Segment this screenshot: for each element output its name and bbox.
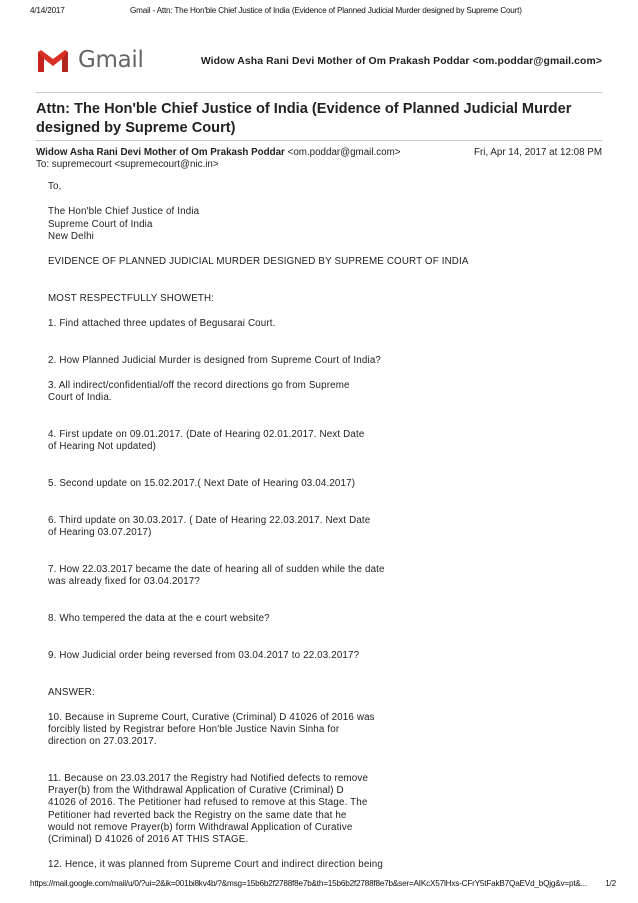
body-line: New Delhi — [48, 231, 94, 242]
body-line: 2. How Planned Judicial Murder is designed from Supreme Court of India? — [48, 355, 382, 366]
message-meta — [36, 147, 602, 171]
message-date: Fri, Apr 14, 2017 at 12:08 PM — [474, 147, 602, 158]
body-line: 10. Because in Supreme Court, Curative (Criminal) D 41026 of 2016 was — [48, 712, 375, 723]
body-line: Petitioner had reverted back the Registry on the same date that he — [48, 810, 347, 821]
print-title: Gmail - Attn: The Hon'ble Chief Justice of India (Evidence of Planned Judicial Murder designed by Supreme Court) — [130, 6, 522, 15]
body-line: 3. All indirect/confidential/off the record directions go from Supreme — [48, 380, 350, 391]
body-line: Court of India. — [48, 392, 112, 403]
body-line: 6. Third update on 30.03.2017. ( Date of Hearing 22.03.2017. Next Date — [48, 515, 371, 526]
body-line: 1. Find attached three updates of Begusarai Court. — [48, 318, 276, 329]
body-line: (Criminal) D 41026 of 2016 AT THIS STAGE. — [48, 834, 249, 845]
body-line: 41026 of 2016. The Petitioner had refused to remove at this Stage. The — [48, 797, 368, 808]
sender-email: <om.poddar@gmail.com> — [287, 147, 401, 158]
body-line: 7. How 22.03.2017 became the date of hearing all of sudden while the date — [48, 564, 385, 575]
body-line: Prayer(b) from the Withdrawal Application of Curative (Criminal) D — [48, 785, 344, 796]
sender-name: Widow Asha Rani Devi Mother of Om Prakash Poddar — [36, 147, 285, 158]
subject-divider — [36, 140, 602, 141]
body-line: of Hearing 03.07.2017) — [48, 527, 152, 538]
body-line: 4. First update on 09.01.2017. (Date of Hearing 02.01.2017. Next Date — [48, 429, 365, 440]
body-line: EVIDENCE OF PLANNED JUDICIAL MURDER DESIGNED BY SUPREME COURT OF INDIA — [48, 256, 469, 267]
header-divider — [36, 92, 602, 93]
body-line: 11. Because on 23.03.2017 the Registry had Notified defects to remove — [48, 773, 369, 784]
body-line: Supreme Court of India — [48, 219, 153, 230]
recipient-line: To: supremecourt <supremecourt@nic.in> — [36, 159, 219, 170]
body-line: To, — [48, 181, 62, 192]
body-line: direction on 27.03.2017. — [48, 736, 157, 747]
gmail-logo[interactable] — [36, 44, 156, 78]
body-line: 8. Who tempered the data at the e court website? — [48, 613, 270, 624]
message-subject: Attn: The Hon'ble Chief Justice of India (Evidence of Planned Judicial Murder designed by Supreme Court) — [36, 101, 572, 136]
body-line: 5. Second update on 15.02.2017.( Next Date of Hearing 03.04.2017) — [48, 478, 356, 489]
body-line: forcibly listed by Registrar before Hon'ble Justice Navin Sinha for — [48, 724, 340, 735]
gmail-wordmark: Gmail — [78, 47, 144, 73]
body-line: 9. How Judicial order being reversed from 03.04.2017 to 22.03.2017? — [48, 650, 360, 661]
print-url: https://mail.google.com/mail/u/0/?ui=2&ik=001bi8kv4b/?&msg=15b6b2f2788f8e7b&th=15b6b2f2788f8e7b&ser=AIKcX57lHxs-CFrY5tFakB7QaEVd_bQjg&v=pt&... — [30, 879, 587, 888]
body-line: The Hon'ble Chief Justice of India — [48, 206, 200, 217]
body-line: ANSWER: — [48, 687, 95, 698]
body-line: was already fixed for 03.04.2017? — [48, 576, 200, 587]
body-line: of Hearing Not updated) — [48, 441, 157, 452]
gmail-envelope-icon — [36, 48, 70, 74]
page-number: 1/2 — [605, 879, 616, 888]
print-date: 4/14/2017 — [30, 6, 65, 15]
body-line: 12. Hence, it was planned from Supreme Court and indirect direction being — [48, 859, 383, 870]
body-line: would not remove Prayer(b) form Withdrawal Application of Curative — [48, 822, 353, 833]
body-line: MOST RESPECTFULLY SHOWETH: — [48, 293, 215, 304]
account-label: Widow Asha Rani Devi Mother of Om Prakash Poddar <om.poddar@gmail.com> — [200, 56, 602, 67]
